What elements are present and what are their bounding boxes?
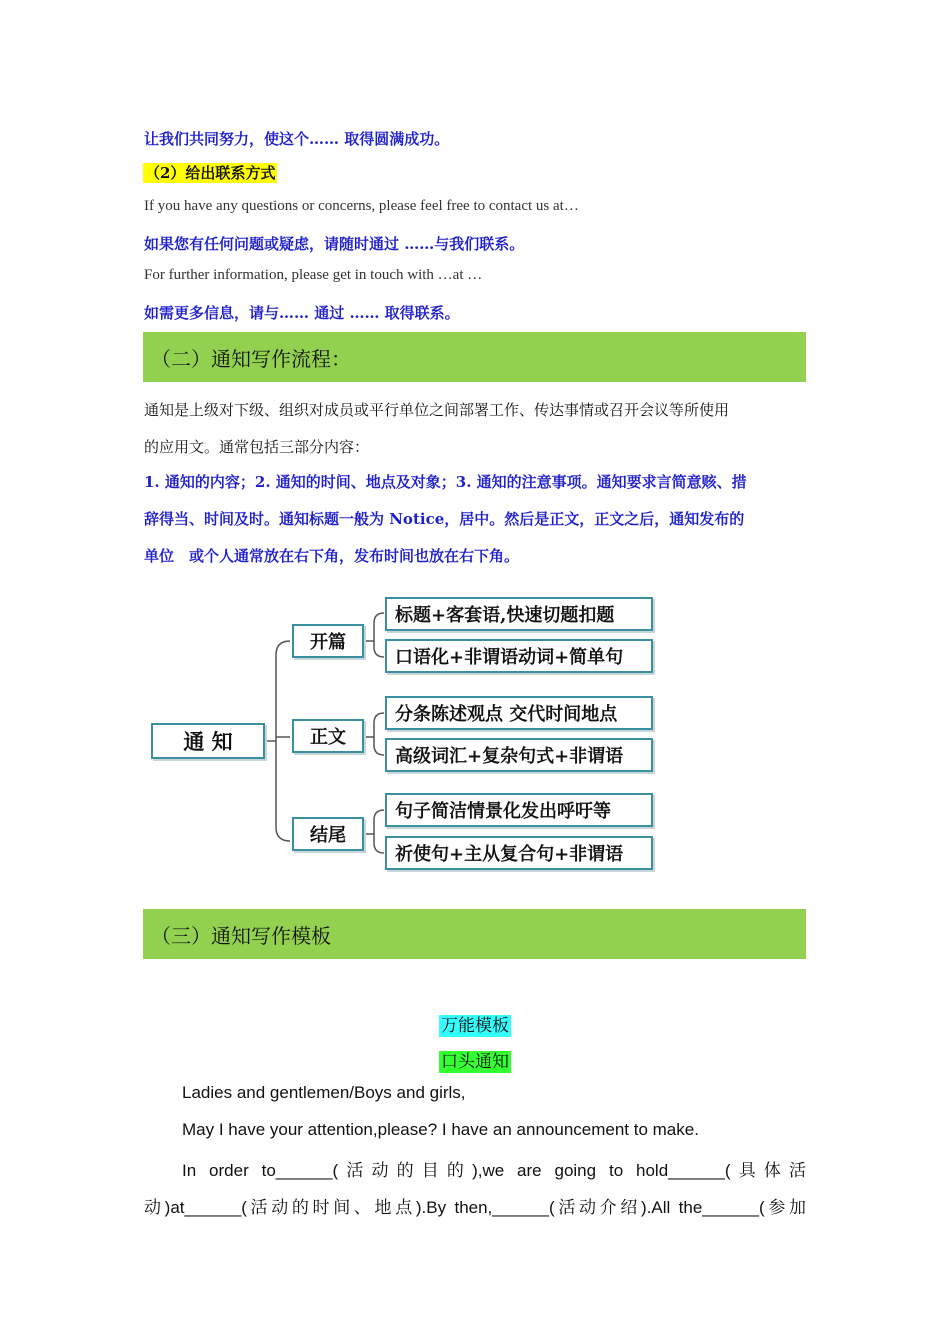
template-para-line-1: In order to______(活动的目的),we are going to hold______(具体活	[182, 1161, 806, 1180]
banner-title: （三）通知写作模板	[151, 923, 331, 948]
leaf-label: 分条陈述观点 交代时间地点	[395, 704, 618, 725]
mindmap-branch-opening	[292, 624, 364, 658]
leaf-label: 标题+客套语,快速切题扣题	[395, 605, 615, 626]
intro-line-1: 通知是上级对下级、组织对成员或平行单位之间部署工作、传达事情或召开会议等所使用	[144, 401, 730, 419]
leaf-label: 口语化+非谓语动词+简单句	[395, 647, 624, 668]
template-greeting: Ladies and gentlemen/Boys and girls,	[182, 1083, 466, 1102]
mindmap-leaf	[385, 639, 653, 673]
template-subtitle-row	[0, 1047, 950, 1072]
template-para-line-2: 动)at______(活动的时间、地点).By then,______(活动介绍).All the______(参加	[144, 1198, 806, 1217]
leaf-label: 高级词汇+复杂句式+非谓语	[395, 746, 624, 767]
template-title-row	[0, 1011, 950, 1036]
banner-title: （二）通知写作流程：	[151, 346, 351, 371]
section-label-text: （2）给出联系方式	[145, 164, 276, 182]
mindmap-root	[151, 723, 265, 759]
intro-blue-line-1: 1. 通知的内容；2. 通知的时间、地点及对象；3. 通知的注意事项。通知要求言简意赅、措	[144, 473, 747, 491]
leaf-label: 句子简洁情景化发出呼吁等	[395, 801, 611, 822]
mindmap-root-label: 通 知	[183, 729, 233, 754]
intro-blue-line-2: 辞得当、时间及时。通知标题一般为 Notice，居中。然后是正文，正文之后，通知发布的	[144, 510, 745, 528]
mindmap-leaf	[385, 696, 653, 730]
mindmap-leaf	[385, 793, 653, 827]
contact-cn-2: 如需更多信息，请与…… 通过 …… 取得联系。	[144, 304, 460, 322]
closing-line: 让我们共同努力，使这个…… 取得圆满成功。	[144, 130, 450, 148]
mindmap-leaf	[385, 836, 653, 870]
intro-line-2: 的应用文。通常包括三部分内容：	[144, 438, 370, 456]
mindmap-branch-ending	[292, 817, 364, 851]
branch-label: 结尾	[310, 825, 346, 846]
leaf-label: 祈使句+主从复合句+非谓语	[395, 844, 624, 865]
template-title: 万能模板	[441, 1016, 509, 1036]
template-attention: May I have your attention,please? I have an announcement to make.	[182, 1120, 699, 1139]
branch-label: 正文	[310, 727, 346, 748]
section-banner-template	[143, 909, 806, 959]
mindmap-leaf	[385, 597, 653, 631]
branch-label: 开篇	[310, 632, 346, 653]
contact-en-1: If you have any questions or concerns, please feel free to contact us at…	[144, 198, 579, 214]
intro-blue-line-3: 单位 或个人通常放在右下角，发布时间也放在右下角。	[144, 547, 520, 565]
contact-en-2: For further information, please get in touch with …at …	[144, 267, 483, 283]
template-subtitle: 口头通知	[441, 1052, 509, 1072]
contact-cn-1: 如果您有任何问题或疑虑，请随时通过 ……与我们联系。	[144, 235, 525, 253]
mindmap-leaf	[385, 738, 653, 772]
mindmap-branch-body	[292, 719, 364, 753]
